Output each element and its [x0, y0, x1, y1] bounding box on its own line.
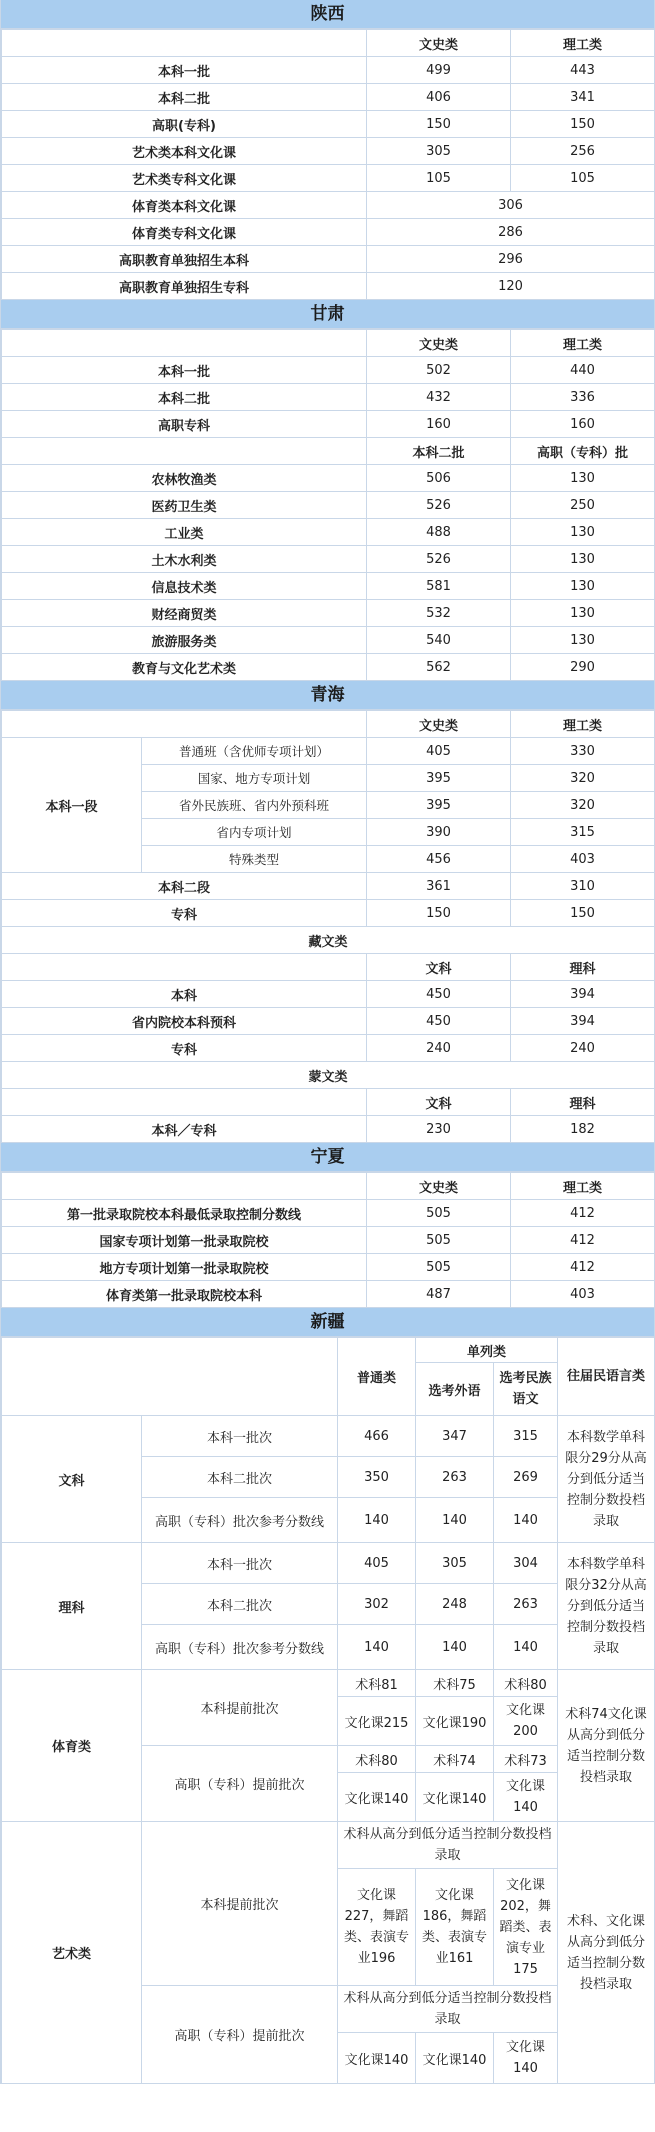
table-row [2, 1281, 655, 1308]
score-cell: 130 [511, 627, 655, 654]
row-label: 高职(专科) [2, 111, 367, 138]
score-cell: 336 [511, 384, 655, 411]
score-cell: 505 [367, 1200, 511, 1227]
group-label: 艺术类 [2, 1822, 142, 2084]
table-row [2, 273, 655, 300]
column-header: 理工类 [511, 330, 655, 357]
score-cell: 450 [367, 1008, 511, 1035]
score-cell: 330 [511, 738, 655, 765]
table-row [2, 654, 655, 681]
score-cell: 文化课186，舞蹈类、表演专业161 [416, 1869, 494, 1986]
score-cell: 305 [367, 138, 511, 165]
row-label: 第一批录取院校本科最低录取控制分数线 [2, 1200, 367, 1227]
score-cell: 412 [511, 1200, 655, 1227]
row-label: 旅游服务类 [2, 627, 367, 654]
row-label: 土木水利类 [2, 546, 367, 573]
table-header-row [2, 1173, 655, 1200]
score-cell: 230 [367, 1116, 511, 1143]
column-header: 理工类 [511, 30, 655, 57]
row-label: 特殊类型 [142, 846, 367, 873]
column-header: 本科二批 [367, 438, 511, 465]
row-label: 高职专科 [2, 411, 367, 438]
score-cell: 160 [367, 411, 511, 438]
row-label: 本科 [2, 981, 367, 1008]
subsection-title-zang: 藏文类 [2, 927, 655, 954]
score-cell: 506 [367, 465, 511, 492]
table-header-row [2, 330, 655, 357]
table-row [2, 519, 655, 546]
row-label: 本科提前批次 [142, 1822, 338, 1986]
score-cell: 文化课140 [338, 2033, 416, 2084]
row-label: 体育类本科文化课 [2, 192, 367, 219]
table-row [2, 873, 655, 900]
row-label: 普通班（含优师专项计划） [142, 738, 367, 765]
table-row [2, 1670, 655, 1697]
table-row [2, 57, 655, 84]
row-label: 医药卫生类 [2, 492, 367, 519]
score-cell: 150 [367, 900, 511, 927]
score-cell: 310 [511, 873, 655, 900]
score-cell: 269 [494, 1457, 558, 1498]
table-row [2, 192, 655, 219]
score-cell: 术科80 [494, 1670, 558, 1697]
column-header: 单列类 [416, 1338, 558, 1363]
row-label: 本科二批次 [142, 1457, 338, 1498]
note-cell: 本科数学单科限分32分从高分到低分适当控制分数投档录取 [558, 1543, 655, 1670]
score-cell: 130 [511, 465, 655, 492]
row-label: 专科 [2, 900, 367, 927]
score-cell: 130 [511, 546, 655, 573]
score-cell: 文化课140 [494, 1773, 558, 1822]
score-cell: 术科80 [338, 1746, 416, 1773]
section-header-xinjiang: 新疆 [1, 1308, 654, 1337]
table-row [2, 492, 655, 519]
row-label: 本科一批 [2, 357, 367, 384]
column-header: 选考民族语文 [494, 1363, 558, 1416]
score-cell: 文化课140 [494, 2033, 558, 2084]
score-cell: 140 [416, 1625, 494, 1670]
column-header: 高职（专科）批 [511, 438, 655, 465]
score-cell: 487 [367, 1281, 511, 1308]
row-label: 国家专项计划第一批录取院校 [2, 1227, 367, 1254]
table-row [2, 1822, 655, 1869]
score-cell: 350 [338, 1457, 416, 1498]
row-label: 本科一批次 [142, 1416, 338, 1457]
row-label: 地方专项计划第一批录取院校 [2, 1254, 367, 1281]
column-header: 文史类 [367, 330, 511, 357]
score-cell: 263 [416, 1457, 494, 1498]
score-cell: 304 [494, 1543, 558, 1584]
score-cell: 361 [367, 873, 511, 900]
score-cell: 文化课140 [338, 1773, 416, 1822]
table-row [2, 738, 655, 765]
row-label: 体育类专科文化课 [2, 219, 367, 246]
table-row [2, 357, 655, 384]
score-cell: 315 [511, 819, 655, 846]
score-cell: 术科81 [338, 1670, 416, 1697]
score-cell: 290 [511, 654, 655, 681]
score-cell: 562 [367, 654, 511, 681]
score-cell: 150 [511, 900, 655, 927]
score-cell: 395 [367, 765, 511, 792]
row-label: 省内院校本科预科 [2, 1008, 367, 1035]
score-cell: 405 [338, 1543, 416, 1584]
score-cell: 术科75 [416, 1670, 494, 1697]
group-label: 体育类 [2, 1670, 142, 1822]
score-cell: 术科从高分到低分适当控制分数投档录取 [338, 1822, 558, 1869]
score-cell: 术科73 [494, 1746, 558, 1773]
table-header-row [2, 954, 655, 981]
score-cell: 140 [494, 1498, 558, 1543]
score-cell: 150 [367, 111, 511, 138]
row-label: 农林牧渔类 [2, 465, 367, 492]
row-label: 本科一批次 [142, 1543, 338, 1584]
row-label: 高职（专科）批次参考分数线 [142, 1625, 338, 1670]
score-cell: 256 [511, 138, 655, 165]
row-label: 信息技术类 [2, 573, 367, 600]
table-row [2, 1254, 655, 1281]
table-row [2, 138, 655, 165]
score-cell: 499 [367, 57, 511, 84]
table-row [2, 84, 655, 111]
table-header-row [2, 30, 655, 57]
column-header: 文史类 [367, 711, 511, 738]
group-label: 文科 [2, 1416, 142, 1543]
score-cell: 120 [367, 273, 655, 300]
column-header: 文史类 [367, 1173, 511, 1200]
score-cell: 341 [511, 84, 655, 111]
score-cell: 文化课200 [494, 1697, 558, 1746]
table-row [2, 1227, 655, 1254]
note-cell: 术科74文化课从高分到低分适当控制分数投档录取 [558, 1670, 655, 1822]
score-cell: 术科从高分到低分适当控制分数投档录取 [338, 1986, 558, 2033]
score-cell: 395 [367, 792, 511, 819]
subsection-title-meng: 蒙文类 [2, 1062, 655, 1089]
score-cell: 403 [511, 1281, 655, 1308]
row-label: 高职教育单独招生专科 [2, 273, 367, 300]
table-header-row [2, 711, 655, 738]
score-cell: 390 [367, 819, 511, 846]
score-cell: 306 [367, 192, 655, 219]
row-label: 体育类第一批录取院校本科 [2, 1281, 367, 1308]
score-cell: 248 [416, 1584, 494, 1625]
score-cell: 140 [338, 1625, 416, 1670]
section-header-ningxia: 宁夏 [1, 1143, 654, 1172]
table-header-row [2, 1089, 655, 1116]
score-cell: 240 [367, 1035, 511, 1062]
row-label: 本科二批 [2, 384, 367, 411]
column-header: 文科 [367, 954, 511, 981]
table-row [2, 219, 655, 246]
score-cell: 130 [511, 573, 655, 600]
table-header-row [2, 1338, 655, 1363]
table-row [2, 1200, 655, 1227]
row-label: 国家、地方专项计划 [142, 765, 367, 792]
row-label: 本科二批 [2, 84, 367, 111]
subsection-row [2, 1062, 655, 1089]
column-header: 往届民语言类 [558, 1338, 655, 1416]
score-cell: 394 [511, 1008, 655, 1035]
column-header: 理科 [511, 1089, 655, 1116]
shaanxi-table [1, 29, 655, 300]
table-row [2, 573, 655, 600]
column-header: 普通类 [338, 1338, 416, 1416]
score-cell: 160 [511, 411, 655, 438]
score-cell: 412 [511, 1254, 655, 1281]
score-cell: 263 [494, 1584, 558, 1625]
row-label: 本科二批次 [142, 1584, 338, 1625]
section-header-gansu: 甘肃 [1, 300, 654, 329]
table-row [2, 246, 655, 273]
table-row [2, 1116, 655, 1143]
column-header: 理科 [511, 954, 655, 981]
row-label: 财经商贸类 [2, 600, 367, 627]
table-row [2, 627, 655, 654]
section-header-qinghai: 青海 [1, 681, 654, 710]
score-cell: 505 [367, 1227, 511, 1254]
score-cell: 581 [367, 573, 511, 600]
score-cell: 文化课190 [416, 1697, 494, 1746]
score-cell: 250 [511, 492, 655, 519]
row-label: 省内专项计划 [142, 819, 367, 846]
score-cell: 466 [338, 1416, 416, 1457]
score-cell: 394 [511, 981, 655, 1008]
section-header-shaanxi: 陕西 [1, 0, 654, 29]
score-cell: 532 [367, 600, 511, 627]
score-cell: 526 [367, 492, 511, 519]
score-cell: 315 [494, 1416, 558, 1457]
row-label: 本科二段 [2, 873, 367, 900]
group-label: 理科 [2, 1543, 142, 1670]
row-label: 高职（专科）批次参考分数线 [142, 1498, 338, 1543]
score-cell: 105 [511, 165, 655, 192]
column-header: 理工类 [511, 1173, 655, 1200]
table-row [2, 1543, 655, 1584]
table-row [2, 600, 655, 627]
table-row [2, 465, 655, 492]
row-label: 高职（专科）提前批次 [142, 1986, 338, 2084]
gansu-table [1, 329, 655, 681]
row-label: 本科提前批次 [142, 1670, 338, 1746]
column-header: 理工类 [511, 711, 655, 738]
score-cell: 302 [338, 1584, 416, 1625]
score-cell: 286 [367, 219, 655, 246]
score-cell: 502 [367, 357, 511, 384]
table-row [2, 546, 655, 573]
score-cell: 文化课140 [416, 2033, 494, 2084]
score-cell: 文化课202，舞蹈类、表演专业175 [494, 1869, 558, 1986]
score-cell: 450 [367, 981, 511, 1008]
table-row [2, 1008, 655, 1035]
score-cell: 文化课140 [416, 1773, 494, 1822]
table-row [2, 165, 655, 192]
score-cell: 文化课227，舞蹈类、表演专业196 [338, 1869, 416, 1986]
score-cell: 440 [511, 357, 655, 384]
note-cell: 术科、文化课从高分到低分适当控制分数投档录取 [558, 1822, 655, 2084]
table-row [2, 1035, 655, 1062]
score-cell: 505 [367, 1254, 511, 1281]
score-cell: 320 [511, 792, 655, 819]
score-cell: 540 [367, 627, 511, 654]
score-cell: 432 [367, 384, 511, 411]
ningxia-table [1, 1172, 655, 1308]
score-cell: 140 [338, 1498, 416, 1543]
row-label: 专科 [2, 1035, 367, 1062]
table-row [2, 900, 655, 927]
column-header: 选考外语 [416, 1363, 494, 1416]
column-header: 文史类 [367, 30, 511, 57]
qinghai-table [1, 710, 655, 1143]
score-cell: 405 [367, 738, 511, 765]
score-cell: 240 [511, 1035, 655, 1062]
column-header: 文科 [367, 1089, 511, 1116]
score-cell: 320 [511, 765, 655, 792]
score-cell: 182 [511, 1116, 655, 1143]
group-label: 本科一段 [2, 738, 142, 873]
score-cell: 130 [511, 600, 655, 627]
score-cell: 305 [416, 1543, 494, 1584]
row-label: 本科一批 [2, 57, 367, 84]
row-label: 本科／专科 [2, 1116, 367, 1143]
score-cell: 140 [416, 1498, 494, 1543]
score-cell: 488 [367, 519, 511, 546]
row-label: 高职（专科）提前批次 [142, 1746, 338, 1822]
row-label: 省外民族班、省内外预科班 [142, 792, 367, 819]
score-cell: 526 [367, 546, 511, 573]
score-cell: 443 [511, 57, 655, 84]
score-cell: 术科74 [416, 1746, 494, 1773]
subsection-row [2, 927, 655, 954]
row-label: 高职教育单独招生本科 [2, 246, 367, 273]
score-cell: 406 [367, 84, 511, 111]
score-cell: 347 [416, 1416, 494, 1457]
score-cell: 140 [494, 1625, 558, 1670]
note-cell: 本科数学单科限分29分从高分到低分适当控制分数投档录取 [558, 1416, 655, 1543]
table-row [2, 1416, 655, 1457]
table-row [2, 384, 655, 411]
row-label: 工业类 [2, 519, 367, 546]
score-cell: 296 [367, 246, 655, 273]
score-cell: 412 [511, 1227, 655, 1254]
score-cell: 403 [511, 846, 655, 873]
table-row [2, 411, 655, 438]
score-cell: 150 [511, 111, 655, 138]
table-row [2, 111, 655, 138]
table-header-row [2, 438, 655, 465]
row-label: 教育与文化艺术类 [2, 654, 367, 681]
xinjiang-table [1, 1337, 655, 2084]
table-row [2, 981, 655, 1008]
row-label: 艺术类本科文化课 [2, 138, 367, 165]
row-label: 艺术类专科文化课 [2, 165, 367, 192]
score-cell: 456 [367, 846, 511, 873]
score-cell: 130 [511, 519, 655, 546]
score-cell: 文化课215 [338, 1697, 416, 1746]
score-cell: 105 [367, 165, 511, 192]
